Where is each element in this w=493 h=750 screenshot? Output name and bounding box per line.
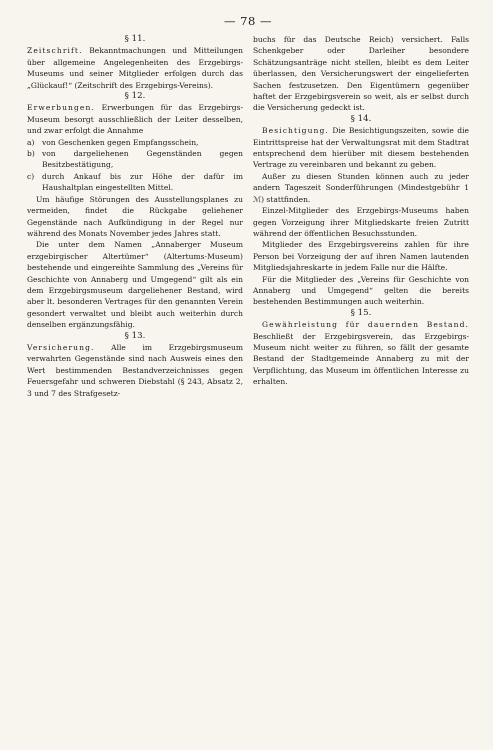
section-11-heading: § 11. <box>124 34 146 44</box>
section-14-paragraph-2: Außer zu diesen Stunden können auch zu jeder andern Tageszeit Sonderführungen (Mindestgebühr 1 ℳ) stattfinden. <box>253 171 469 204</box>
section-12-paragraph-3: Die unter dem Namen „Annaberger Museum erzgebirgischer Altertümer“ (Altertums-Museum) bestehende und eingereihte Sammlung des „Vereins für Geschichte von Annaberg und Umgegend“ gilt als ein dem Erzgebirgsmuseum dargeliehener Bestand, wird aber lt. besonderen Vertrages für den genannten Verein gesondert verwaltet und bleibt auch weiterhin durch denselben ergänzungsfähig. <box>27 240 243 330</box>
left-column <box>27 34 243 399</box>
section-14-paragraph-4: Mitglieder des Erzgebirgsvereins zahlen für ihre Person bei Vorzeigung der auf ihren Namen lautenden Mitgliedsjahreskarte in jedem Falle nur die Hälfte. <box>253 240 469 273</box>
list-item-c <box>27 171 243 194</box>
right-column <box>253 34 469 399</box>
list-item-text: von Geschenken gegen Empfangsschein, <box>42 137 199 147</box>
list-item-b <box>27 148 243 171</box>
section-14-paragraph-5: Für die Mitglieder des „Vereins für Geschichte von Annaberg und Umgegend“ gelten die bereits bestehenden Bestimmungen auch weiterhin. <box>253 274 469 307</box>
section-11-title: Zeitschrift. <box>27 46 83 56</box>
list-marker: b) <box>27 149 35 159</box>
section-13-text: Alle im Erzgebirgsmuseum verwahrten Gegenstände sind nach Ausweis eines den Wert bestimmenden Bestandverzeichnisses gegen Feuersgefahr und schweren Diebstahl (§ 243, Absatz 2, 3 und 7 des Strafgesetz- <box>27 342 243 398</box>
section-12-paragraph-2: Um häufige Störungen des Ausstellungsplanes zu vermeiden, findet die Rückgabe geliehener Gegenstände nach Aufkündigung in der Regel nur während des Monats November jedes Jahres statt. <box>27 194 243 238</box>
list-marker: a) <box>27 137 35 147</box>
section-13-continuation: buchs für das Deutsche Reich) versichert. Falls Schenkgeber oder Darleiher besondere Schätzungsanträge nicht stellen, bleibt es dem Leiter überlassen, den Versicherungswert der eingelieferten Sachen festzusetzen. Den Eigentümern gegenüber haftet der Erzgebirgsverein so weit, als er selbst durch die Versicherung gedeckt ist. <box>253 35 469 113</box>
section-11-text: Bekanntmachungen und Mitteilungen über allgemeine Angelegenheiten des Erzgebirgs-Museums und seiner Mitglieder erfolgen durch das „Glückauf!“ (Zeitschrift des Erzgebirgs-Vereins). <box>27 46 243 90</box>
section-12-list <box>27 137 243 194</box>
section-13-paragraph <box>27 342 243 399</box>
page-number: — 78 — <box>224 14 272 28</box>
section-15-title: Gewährleistung für dauernden Bestand. <box>262 320 469 330</box>
list-item-text: von dargeliehenen Gegenständen gegen Besitzbestätigung, <box>42 149 243 170</box>
section-12-paragraph <box>27 102 243 136</box>
list-item-text: durch Ankauf bis zur Höhe der dafür im Haushaltplan eingestellten Mittel. <box>42 171 243 193</box>
section-12-title: Erwerbungen. <box>27 103 95 113</box>
list-item-a <box>27 137 243 148</box>
list-marker: c) <box>27 171 35 181</box>
section-13-heading: § 13. <box>124 330 146 341</box>
section-15-text: Beschließt der Erzgebirgsverein, das Erzgebirgs-Museum nicht weiter zu führen, so fällt der gesamte Bestand der Stadtgemeinde Annaberg zu mit der Verpflichtung, das Museum im öffentlichen Interesse zu erhalten. <box>253 331 469 387</box>
section-13-title: Versicherung. <box>27 342 95 352</box>
section-12-heading: § 12. <box>124 91 146 102</box>
section-14-heading: § 14. <box>350 113 372 124</box>
section-14-text: Die Besichtigungszeiten, sowie die Eintrittspreise hat der Verwaltungsrat mit dem Stadtrat entsprechend dem hierüber mit diesem bestehenden Vertrage zu vereinbaren und bekannt zu geben. <box>253 126 469 170</box>
section-15-heading: § 15. <box>350 307 372 318</box>
text-columns <box>27 34 469 399</box>
section-14-paragraph-3: Einzel-Mitglieder des Erzgebirgs-Museums haben gegen Vorzeigung ihrer Mitgliedskarte freien Zutritt während der öffentlichen Besuchsstunden. <box>253 206 469 238</box>
section-14-title: Besichtigung. <box>262 126 329 136</box>
section-15-paragraph <box>253 319 469 387</box>
section-11-paragraph <box>27 45 243 91</box>
section-14-paragraph <box>253 125 469 171</box>
section-12-text: Erwerbungen für das Erzgebirgs-Museum besorgt ausschließlich der Leiter desselben, und zwar erfolgt die Annahme <box>27 103 243 136</box>
